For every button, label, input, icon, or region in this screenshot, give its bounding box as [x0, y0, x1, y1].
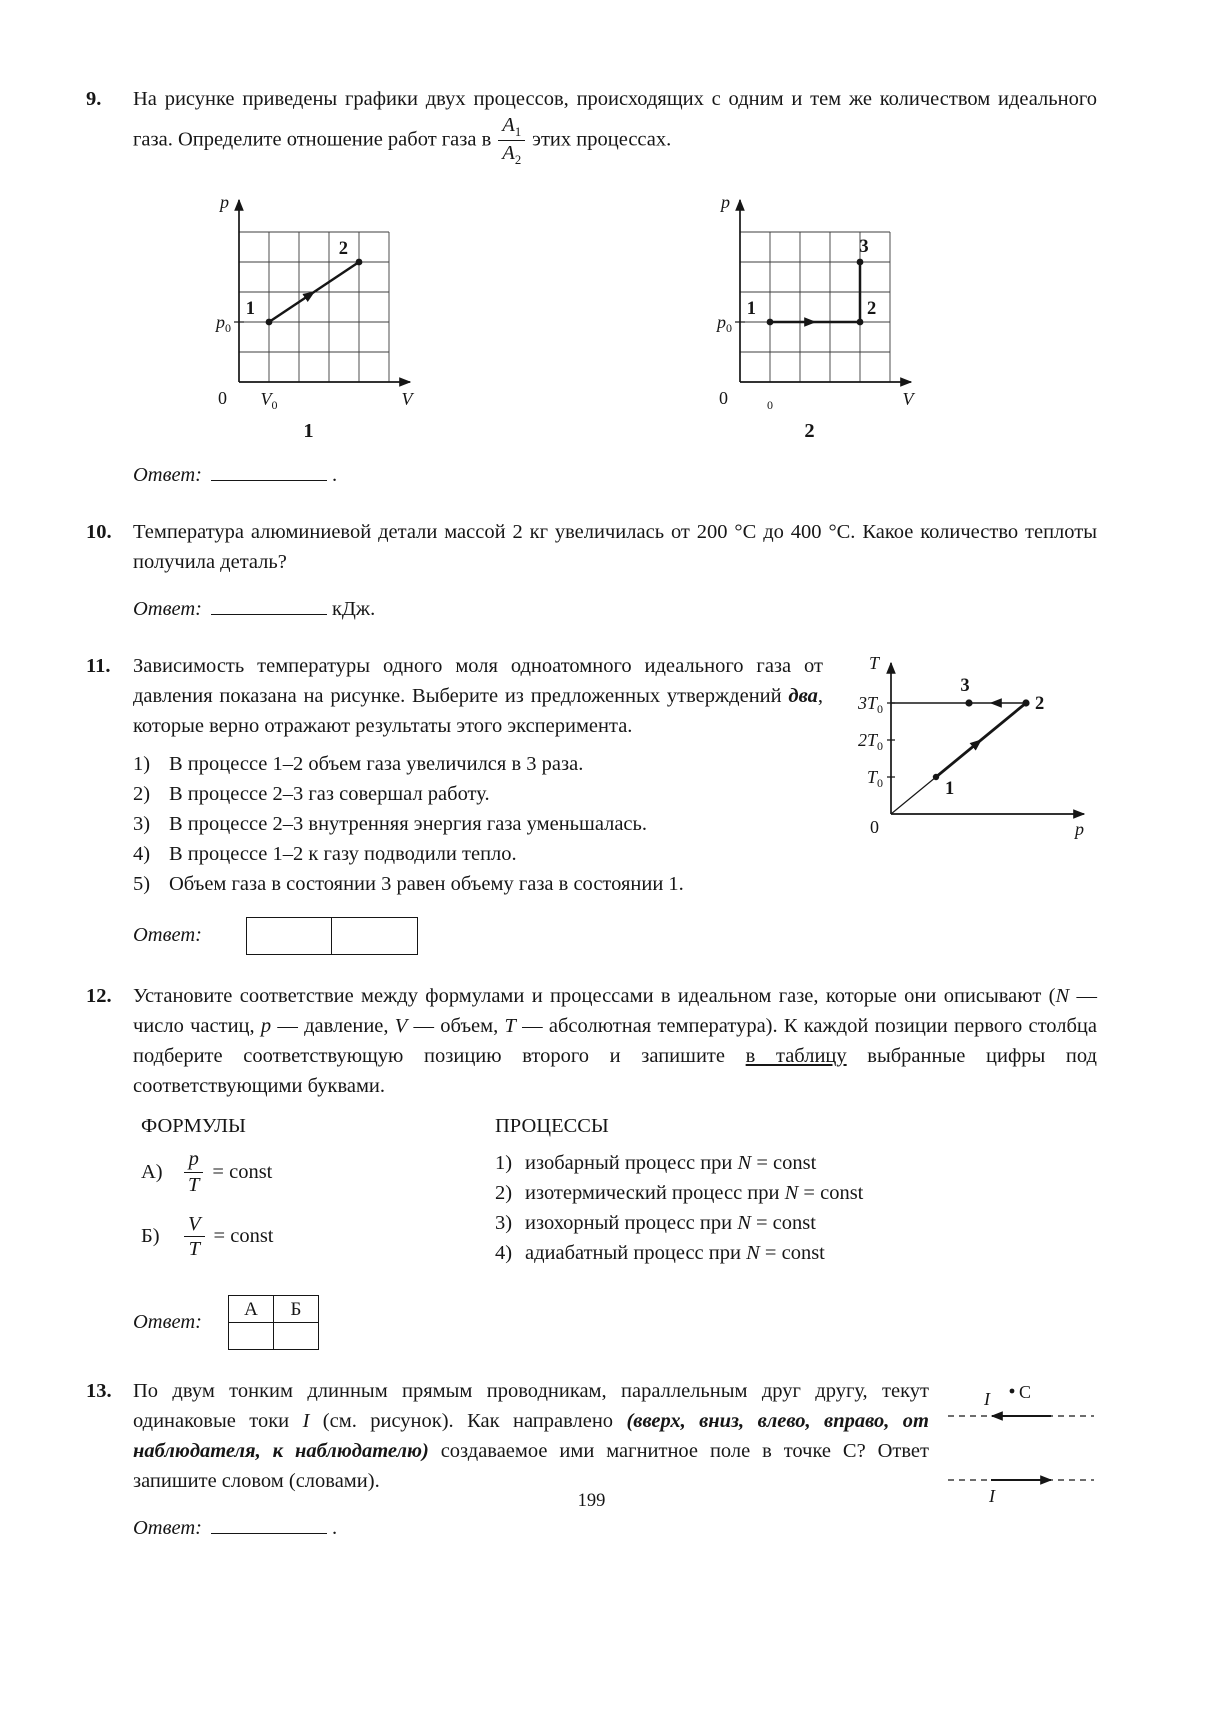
- state-point-2: [356, 258, 363, 265]
- question-11-text-part-1: Зависимость температуры одного моля одноатомного идеального газа от давления показана на рисунке. Выберите из предложенных утверждений: [133, 654, 823, 707]
- question-10-text: Температура алюминиевой детали массой 2 кг увеличилась от 200 °C до 400 °C. Какое количество теплоты получила деталь?: [133, 520, 1097, 573]
- formulas-header: ФОРМУЛЫ: [141, 1114, 246, 1137]
- answer-table-header-B: Б: [273, 1296, 318, 1323]
- q13-options-emphasis: (вверх, вниз, влево, вправо, от наблюдателя, к наблюдателю): [133, 1410, 929, 1463]
- state-point-1: [266, 318, 273, 325]
- process-2-const: = const: [798, 1181, 864, 1204]
- statement-5-number: 5): [133, 872, 151, 895]
- q13-text-part-3: создаваемое ими магнитное поле в точке C? Ответ запишите словом (словами).: [133, 1440, 929, 1493]
- origin-label: 0: [870, 816, 879, 837]
- state-point-2: [857, 318, 864, 325]
- statement-4-number: 4): [133, 842, 151, 865]
- answer-cell-1: [246, 917, 332, 955]
- formula-B-num-symbol: V: [188, 1212, 201, 1235]
- process-4-const: = const: [759, 1241, 825, 1264]
- q12-var-p: p: [260, 1014, 272, 1037]
- answer-period: .: [331, 1517, 338, 1540]
- point-C-label: C: [1019, 1382, 1032, 1403]
- question-12-number: 12.: [86, 984, 112, 1007]
- state-point-3: [965, 699, 972, 706]
- process-2-number: 2): [495, 1181, 513, 1204]
- current-label-bottom: I: [989, 1486, 995, 1507]
- question-11-number: 11.: [86, 654, 111, 677]
- process-4-number: 4): [495, 1241, 513, 1264]
- current-label-top: I: [984, 1389, 990, 1410]
- q12-text-part: — число частиц,: [133, 984, 1098, 1037]
- statement-5-text: Объем газа в состоянии 3 равен объему газа в состоянии 1.: [169, 872, 684, 895]
- tick-label-2T0: $2T_0$: [857, 729, 883, 753]
- formula-A-num-symbol: p: [188, 1147, 199, 1170]
- formula-B-label: Б): [141, 1225, 160, 1248]
- q13-text-part-1: По двум тонким длинным прямым проводникам, параллельным друг другу, текут одинаковые токи: [133, 1380, 929, 1433]
- answer-label: Ответ:: [133, 924, 202, 947]
- formula-A-eq: = const: [212, 1160, 273, 1183]
- question-10-number: 10.: [86, 520, 112, 543]
- state-point-2: [1022, 699, 1029, 706]
- fraction-denominator-symbol: A: [502, 142, 515, 165]
- pv-diagram-2-svg: [692, 184, 927, 416]
- formula-B-den-symbol: T: [188, 1238, 200, 1261]
- fraction-denominator: [498, 140, 525, 167]
- answer-table: [228, 1295, 319, 1350]
- point-C-dot: [1010, 1389, 1015, 1394]
- tick-label-T0: $T_0$: [866, 766, 883, 790]
- answer-table-cell-B: [273, 1323, 318, 1350]
- process-3-number: 3): [495, 1211, 513, 1234]
- question-11: [86, 651, 1097, 955]
- statement-2-text: В процессе 2–3 газ совершал работу.: [169, 782, 490, 805]
- question-11-text-part-2: , которые верно отражают результаты этого эксперимента.: [133, 684, 823, 737]
- formula-A-denominator: [184, 1172, 203, 1197]
- y-axis-label: p: [220, 191, 229, 212]
- process-1-text: изобарный процесс при: [525, 1151, 738, 1174]
- process-item-1: [495, 1148, 1097, 1178]
- formula-A-label: А): [141, 1160, 163, 1183]
- question-9-text-pre: На рисунке приведены графики двух процессов, происходящих с одним и тем же количеством идеального газа. Определите отношение работ газа в: [133, 88, 1097, 151]
- answer-table-cell-A: [228, 1323, 273, 1350]
- question-9: [86, 84, 1097, 491]
- formula-A: [141, 1148, 495, 1197]
- formula-B-numerator: [184, 1213, 205, 1237]
- answer-period: .: [331, 463, 338, 486]
- q12-text-part: — объем,: [407, 1014, 505, 1037]
- process-4-text: адиабатный процесс при: [525, 1241, 747, 1264]
- page-number: 199: [577, 1491, 606, 1511]
- tp-diagram-svg: [839, 651, 1097, 847]
- pv-diagram-2-caption: 2: [804, 419, 815, 442]
- point-label-2: 2: [1035, 693, 1045, 714]
- q13-current-symbol: I: [302, 1410, 310, 1433]
- question-12-answer-line: [133, 1295, 1097, 1350]
- statement-3-number: 3): [133, 812, 151, 835]
- x-axis-label: p: [1075, 818, 1084, 839]
- q12-underlined-phrase: в таблицу: [745, 1044, 847, 1067]
- answer-label: Ответ:: [133, 463, 202, 486]
- origin-label: 0: [218, 387, 227, 408]
- tick-label-3T0: $3T_0$: [857, 692, 883, 716]
- process-4-var: N: [746, 1241, 760, 1264]
- answer-blank: [211, 459, 327, 481]
- process-line-1-2: [936, 703, 1026, 777]
- point-label-3: 3: [960, 675, 970, 696]
- process-1-var: N: [737, 1151, 752, 1174]
- answer-label: Ответ:: [133, 597, 202, 620]
- y-axis-label: p: [721, 191, 730, 212]
- fraction-numerator-symbol: A: [502, 114, 515, 136]
- question-13-number: 13.: [86, 1380, 112, 1403]
- statement-5: [133, 869, 1097, 899]
- process-item-4: [495, 1238, 1097, 1268]
- answer-blank: [211, 1513, 327, 1535]
- q12-text-part: — давление,: [271, 1014, 395, 1037]
- p0-label: $p_0$: [216, 311, 231, 335]
- statement-2-number: 2): [133, 782, 151, 805]
- pv-diagram-1: [191, 184, 426, 443]
- statement-4-text: В процессе 1–2 к газу подводили тепло.: [169, 842, 517, 865]
- process-3-const: = const: [750, 1211, 816, 1234]
- pv-diagram-1-caption: 1: [303, 419, 314, 442]
- p0-label: $p_0$: [717, 311, 732, 335]
- state-point-3: [857, 258, 864, 265]
- question-13: [86, 1376, 1097, 1544]
- point-label-2: 2: [867, 298, 877, 319]
- question-11-answer-line: [133, 917, 1097, 955]
- question-9-number: 9.: [86, 88, 102, 110]
- formula-B-eq: = const: [213, 1225, 274, 1248]
- q12-text-part: — абсолютная температура). К каждой позиции первого столбца подберите соответствующую позицию второго и запишите: [133, 1014, 1097, 1067]
- formula-A-numerator: [184, 1148, 203, 1172]
- point-label-3: 3: [859, 236, 869, 257]
- answer-box: [246, 917, 418, 955]
- answer-table-header-A: А: [228, 1296, 273, 1323]
- answer-unit: кДж.: [331, 597, 376, 620]
- answer-table-header-row: [228, 1296, 318, 1323]
- q12-var-V: V: [394, 1014, 408, 1037]
- formula-B-fraction: [184, 1213, 205, 1262]
- formula-B-denominator: [184, 1236, 205, 1261]
- process-2-text: изотермический процесс при: [525, 1181, 785, 1204]
- formulas-column: [133, 1115, 495, 1278]
- x-axis-label: V: [401, 388, 413, 409]
- question-12: [86, 981, 1097, 1351]
- point-label-2: 2: [338, 238, 348, 259]
- question-10: [86, 517, 1097, 625]
- tp-diagram: [839, 651, 1097, 847]
- question-9-answer-line: [133, 459, 1097, 491]
- process-2-var: N: [784, 1181, 799, 1204]
- answer-label: Ответ:: [133, 1311, 202, 1334]
- x-axis-label: V: [902, 388, 914, 409]
- q12-var-T: T: [504, 1014, 516, 1037]
- pv-diagram-2: [692, 184, 927, 443]
- formula-A-den-symbol: T: [188, 1173, 200, 1196]
- work-ratio-fraction: [498, 114, 525, 168]
- state-point-1: [767, 318, 774, 325]
- process-3-var: N: [737, 1211, 751, 1234]
- pv-diagram-1-svg: [191, 184, 426, 416]
- statement-1-number: 1): [133, 752, 151, 775]
- q12-text-part: выбранные цифры под соответствующими буквами.: [133, 1044, 1097, 1097]
- matching-columns: [133, 1115, 1097, 1278]
- answer-cell-2: [332, 917, 418, 955]
- formula-B: [141, 1213, 495, 1262]
- v0-label: $V_0$: [260, 388, 278, 412]
- answer-blank: [211, 593, 327, 615]
- statement-3-text: В процессе 2–3 внутренняя энергия газа уменьшалась.: [169, 812, 647, 835]
- process-item-2: [495, 1178, 1097, 1208]
- q12-var-N: N: [1055, 984, 1070, 1007]
- question-13-answer-line: [133, 1512, 1097, 1544]
- processes-column: [495, 1115, 1097, 1278]
- origin-label: 0: [719, 387, 728, 408]
- point-label-1: 1: [245, 298, 255, 319]
- question-12-text: [133, 981, 1097, 1101]
- process-item-3: [495, 1208, 1097, 1238]
- question-9-text-post: этих процессах.: [532, 128, 672, 151]
- formula-A-fraction: [184, 1148, 203, 1197]
- answer-label: Ответ:: [133, 1517, 202, 1540]
- fraction-numerator-subscript: 1: [514, 125, 522, 140]
- question-9-text: [133, 84, 1097, 168]
- state-point-1: [933, 773, 939, 779]
- question-10-answer-line: [133, 593, 1097, 625]
- process-1-const: = const: [751, 1151, 817, 1174]
- v0-label: 0: [767, 397, 773, 412]
- q13-text-part-2: (см. рисунок). Как направлено: [309, 1410, 627, 1433]
- line-origin-to-1: [891, 777, 936, 814]
- grid-lines: [239, 232, 389, 382]
- answer-table-value-row: [228, 1323, 318, 1350]
- question-11-emphasis: два: [788, 684, 818, 707]
- point-label-1: 1: [746, 298, 756, 319]
- processes-header: ПРОЦЕССЫ: [495, 1114, 609, 1137]
- process-1-number: 1): [495, 1151, 513, 1174]
- process-3-text: изохорный процесс при: [525, 1211, 738, 1234]
- fraction-numerator: [498, 114, 525, 140]
- fraction-denominator-subscript: 2: [514, 153, 522, 168]
- q12-text-part: Установите соответствие между формулами и процессами в идеальном газе, которые они описывают (: [133, 984, 1056, 1007]
- statement-1-text: В процессе 1–2 объем газа увеличился в 3 раза.: [169, 752, 584, 775]
- pv-diagrams-row: [191, 184, 1097, 443]
- y-axis-label: T: [868, 652, 879, 673]
- point-label-1: 1: [945, 778, 955, 799]
